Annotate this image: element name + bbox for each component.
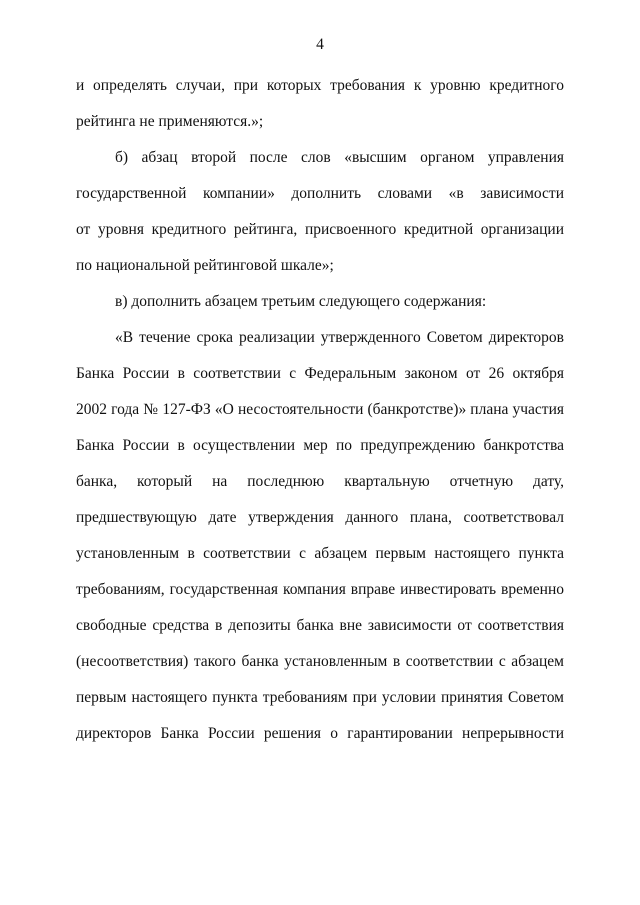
text-line: б) абзац второй после слов «высшим органом управления: [115, 149, 564, 166]
text-line: государственной компании» дополнить словами «в зависимости: [76, 185, 564, 202]
text-line: в) дополнить абзацем третьим следующего содержания:: [115, 293, 487, 310]
text-line: банка, который на последнюю квартальную отчетную дату,: [76, 473, 564, 490]
text-line: от уровня кредитного рейтинга, присвоенного кредитной организации: [76, 221, 564, 238]
text-line: свободные средства в депозиты банка вне зависимости от соответствия: [76, 617, 564, 634]
body-text: [76, 74, 564, 758]
text-line: 2002 года № 127-ФЗ «О несостоятельности (банкротстве)» плана участия: [76, 401, 564, 418]
text-line: рейтинга не применяются.»;: [76, 113, 264, 130]
text-line: первым настоящего пункта требованиям при условии принятия Советом: [76, 689, 564, 706]
page-number: 4: [316, 36, 324, 53]
text-line: директоров Банка России решения о гарантировании непрерывности: [76, 725, 564, 742]
text-line: требованиям, государственная компания вправе инвестировать временно: [76, 581, 564, 598]
text-line: установленным в соответствии с абзацем первым настоящего пункта: [76, 545, 564, 562]
text-line: «В течение срока реализации утвержденного Советом директоров: [115, 329, 564, 346]
text-line: Банка России в осуществлении мер по предупреждению банкротства: [76, 437, 564, 454]
text-line: по национальной рейтинговой шкале»;: [76, 257, 334, 274]
text-line: и определять случаи, при которых требования к уровню кредитного: [76, 77, 564, 94]
text-line: (несоответствия) такого банка установленным в соответствии с абзацем: [76, 653, 564, 670]
text-line: Банка России в соответствии с Федеральным законом от 26 октября: [76, 365, 564, 382]
text-line: предшествующую дате утверждения данного плана, соответствовал: [76, 509, 564, 526]
